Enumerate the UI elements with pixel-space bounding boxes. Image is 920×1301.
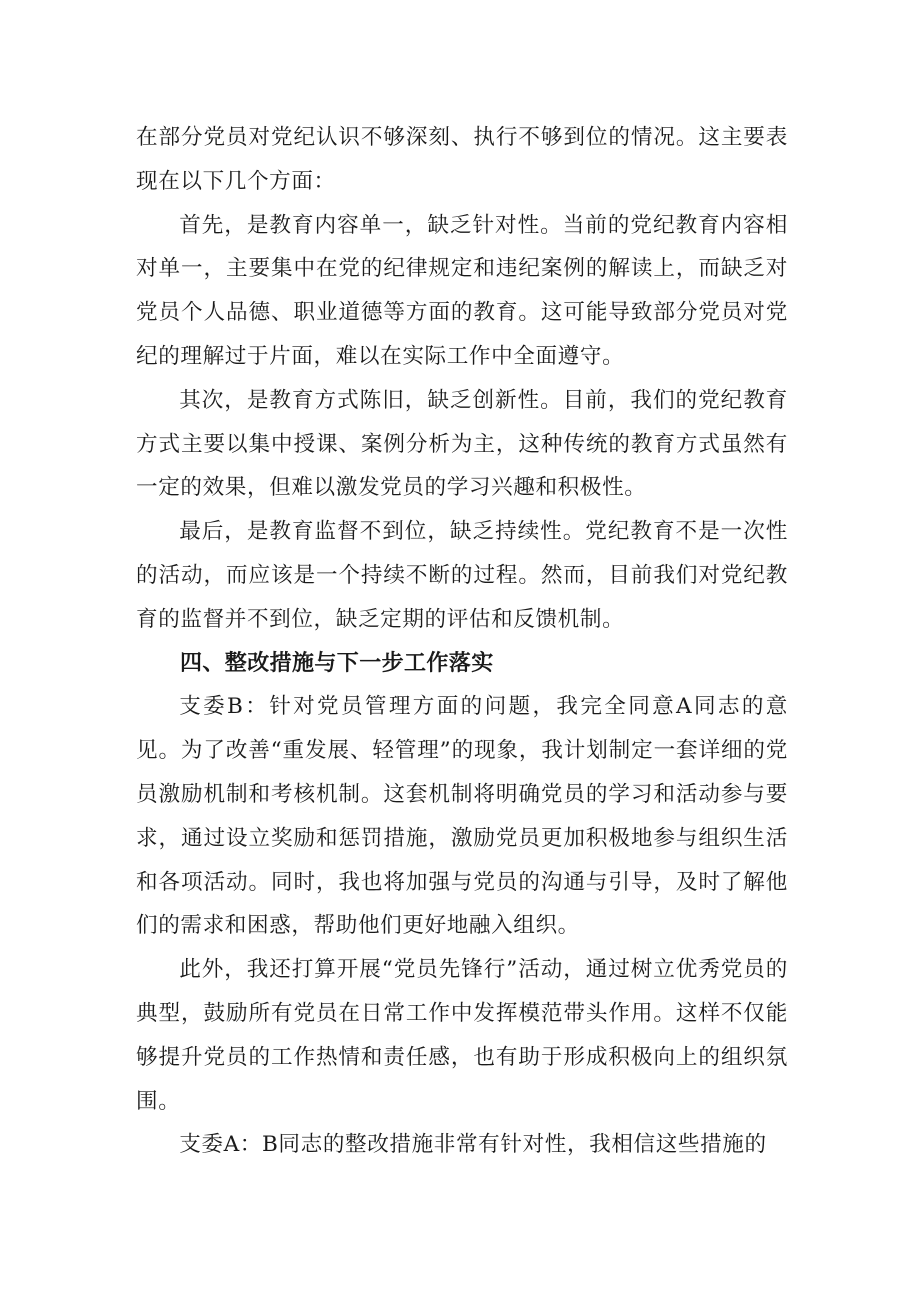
paragraph-pioneer-activity: 此外，我还打算开展“党员先锋行”活动，通过树立优秀党员的典型，鼓励所有党员在日常工作中发挥模范带头作用。这样不仅能够提升党员的工作热情和责任感，也有助于形成积极向上的组织氛围。 — [136, 957, 788, 1114]
paragraph-continuation: 在部分党员对党纪认识不够深刻、执行不够到位的情况。这主要表现在以下几个方面： — [136, 125, 788, 194]
paragraph-committee-b: 支委B：针对党员管理方面的问题，我完全同意A同志的意见。为了改善“重发展、轻管理”的现象，我计划制定一套详细的党员激励机制和考核机制。这套机制将明确党员的学习和活动参与要求，通过设立奖励和惩罚措施，激励党员更加积极地参与组织生活和各项活动。同时，我也将加强与党员的沟通与引导，及时了解他们的需求和困惑，帮助他们更好地融入组织。 — [136, 694, 788, 939]
paragraph-first-issue: 首先，是教育内容单一，缺乏针对性。当前的党纪教育内容相对单一，主要集中在党的纪律规定和违纪案例的解读上，而缺乏对党员个人品德、职业道德等方面的教育。这可能导致部分党员对党纪的理解过于片面，难以在实际工作中全面遵守。 — [136, 212, 788, 369]
section-heading: 四、整改措施与下一步工作落实 — [180, 650, 494, 676]
document-body — [136, 116, 788, 1167]
paragraph-committee-a: 支委A：B同志的整改措施非常有针对性，我相信这些措施的 — [179, 1132, 767, 1158]
paragraph-third-issue: 最后，是教育监督不到位，缺乏持续性。党纪教育不是一次性的活动，而应该是一个持续不断的过程。然而，目前我们对党纪教育的监督并不到位，缺乏定期的评估和反馈机制。 — [136, 519, 788, 632]
paragraph-second-issue: 其次，是教育方式陈旧，缺乏创新性。目前，我们的党纪教育方式主要以集中授课、案例分析为主，这种传统的教育方式虽然有一定的效果，但难以激发党员的学习兴趣和积极性。 — [136, 387, 788, 501]
